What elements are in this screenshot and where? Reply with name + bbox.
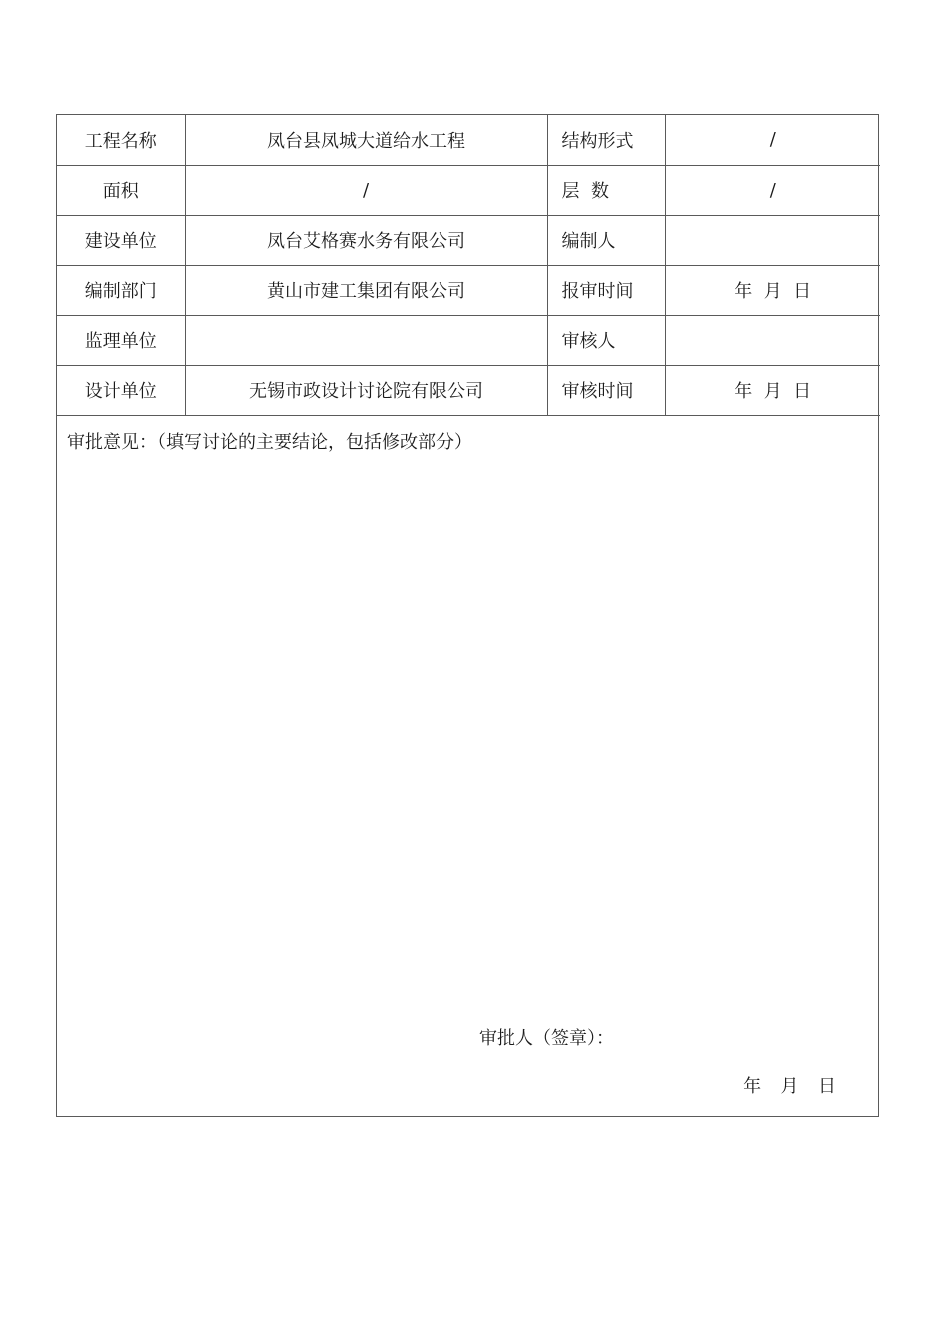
- field-value: [185, 315, 547, 365]
- field-value: 凤台艾格赛水务有限公司: [185, 215, 547, 265]
- field-label: 工程名称: [57, 115, 185, 165]
- field-value: 黄山市建工集团有限公司: [185, 265, 547, 315]
- field-value: 年 月 日: [665, 365, 880, 415]
- table-row: [57, 315, 880, 365]
- table-row: [57, 115, 880, 165]
- field-value: 无锡市政设计讨论院有限公司: [185, 365, 547, 415]
- table-row: [57, 265, 880, 315]
- field-value: 年 月 日: [665, 265, 880, 315]
- field-label: 建设单位: [57, 215, 185, 265]
- field-label: 面积: [57, 165, 185, 215]
- field-label: 报审时间: [547, 265, 665, 315]
- field-label: 结构形式: [547, 115, 665, 165]
- table-row: [57, 365, 880, 415]
- field-label: 审核时间: [547, 365, 665, 415]
- field-label: 设计单位: [57, 365, 185, 415]
- field-value: [665, 215, 880, 265]
- field-label: 编制部门: [57, 265, 185, 315]
- field-label: 审核人: [547, 315, 665, 365]
- approval-heading: 审批意见：（填写讨论的主要结论，包括修改部分）: [67, 431, 472, 453]
- field-label: 监理单位: [57, 315, 185, 365]
- project-info-table: [57, 115, 880, 416]
- approval-section: [57, 416, 878, 1114]
- field-value: /: [665, 115, 880, 165]
- field-value: /: [665, 165, 880, 215]
- approver-signature-label: 审批人（签章）：: [479, 1027, 614, 1049]
- approval-date: 年 月 日: [743, 1075, 836, 1097]
- review-form: [56, 114, 879, 1117]
- table-row: [57, 165, 880, 215]
- field-value: /: [185, 165, 547, 215]
- table-row: [57, 215, 880, 265]
- field-value: [665, 315, 880, 365]
- field-label: 编制人: [547, 215, 665, 265]
- field-label: 层 数: [547, 165, 665, 215]
- field-value: 凤台县凤城大道给水工程: [185, 115, 547, 165]
